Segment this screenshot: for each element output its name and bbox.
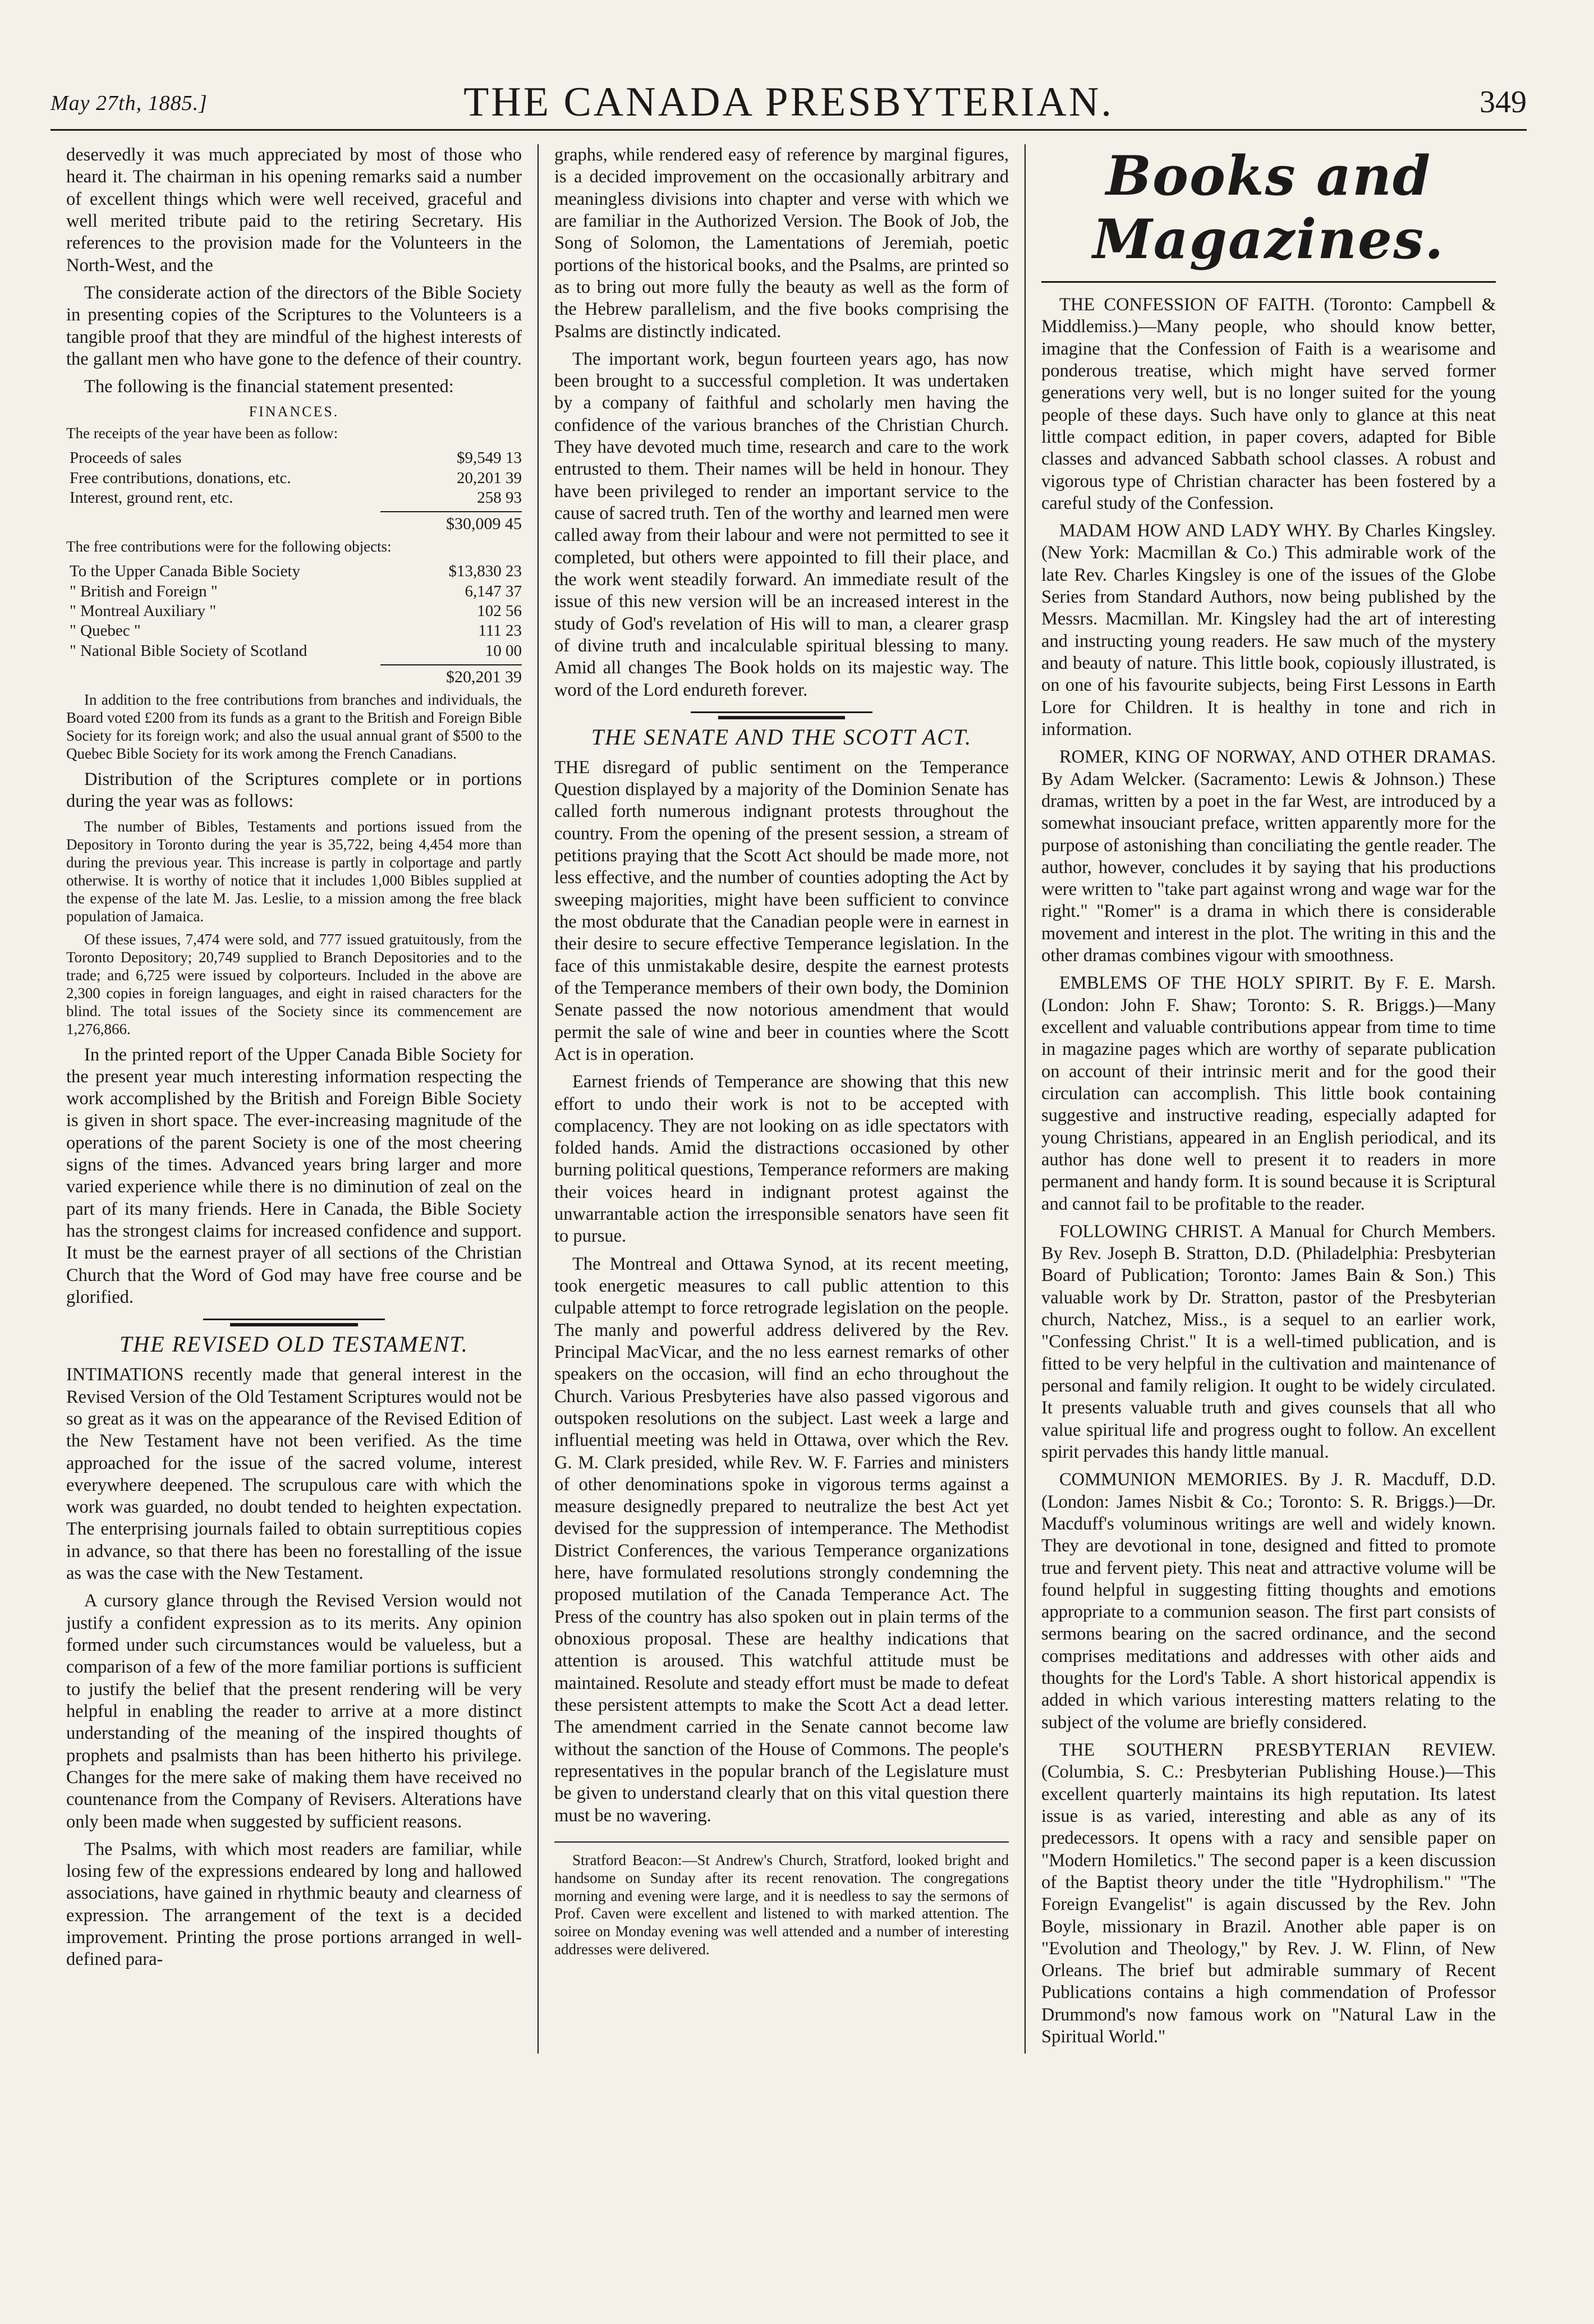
- paragraph: The following is the financial statement presented:: [84, 376, 454, 397]
- page-number: 349: [1480, 85, 1527, 120]
- paragraph: The considerate action of the directors of the Bible Society in presenting copies of the Scriptures to the Volunteers is a tangible proof that they are mindful of the highest interests of the gallant men who have gone to the defence of their country.: [66, 282, 522, 369]
- review-paragraph: MADAM HOW AND LADY WHY. By Charles Kingsley. (New York: Macmillan & Co.) This admirable work of the late Rev. Charles Kingsley is one of the issues of the Globe Series from Standard Authors, now being published by the Messrs. Macmillan. Mr. Kingsley had the art of interesting and instructing young readers. He saw much of the mystery and beauty of nature. This little book, copiously illustrated, is on one of his favourite subjects, being First Lessons in Earth Lore for Children. It is healthy in tone and rich in information.: [1041, 521, 1496, 740]
- paragraph: A cursory glance through the Revised Version would not justify a confident expression as to its merits. Any opinion formed under such circumstances would be valueless, but a comparison of a few of the more familiar portions is sufficient to justify the belief that the present rendering will be very helpful in enabling the reader to arrive at a more distinct understanding of the meaning of the inspired thoughts of prophets and psalmists than has been hitherto his privilege. Changes for the mere sake of making them have received no countenance from the Company of Revisers. Alterations have only been made when suggested by sufficient reasons.: [66, 1591, 522, 1832]
- object-row: " National Bible Society of Scotland 10 00: [70, 641, 522, 660]
- column-1: [50, 144, 538, 2054]
- receipt-row: Interest, ground rent, etc. 258 93: [70, 489, 522, 507]
- objects-intro: The free contributions were for the following objects:: [66, 538, 392, 555]
- paragraph: Of these issues, 7,474 were sold, and 777 issued gratuitously, from the Toronto Depository; 20,749 supplied to Branch Depositories and to the trade; and 6,725 were issued by colporteurs. Included in the above are 2,300 copies in foreign languages, and eight in raised characters for the blind. The total issues of the Society since its commencement are 1,276,866.: [66, 931, 522, 1037]
- paragraph: The Psalms, with which most readers are familiar, while losing few of the expressions endeared by long and hallowed associations, have gained in rhythmic beauty and clearness of expression. The arrangement of the text is a decided improvement. Printing the prose portions arranged in well-defined para-: [66, 1839, 522, 1970]
- column-3: [1025, 144, 1512, 2054]
- review-paragraph: ROMER, KING OF NORWAY, AND OTHER DRAMAS. By Adam Welcker. (Sacramento: Lewis & Johnson.) These dramas, written by a poet in the far West, are introduced by a somewhat insouciant preface, written apparently more for the purpose of astonishing than conciliating the gentle reader. The author, however, concludes it by saying that his productions were written to "take part against wrong and wage war for the right." "Romer" is a drama in which there is considerable movement and interest in the plot. The writing in this and the other dramas combines vigour with smoothness.: [1041, 747, 1496, 966]
- object-row: " Quebec " 111 23: [70, 622, 522, 640]
- object-row: " Montreal Auxiliary " 102 56: [70, 602, 522, 621]
- object-row: " British and Foreign " 6,147 37: [70, 582, 522, 600]
- review-paragraph: EMBLEMS OF THE HOLY SPIRIT. By F. E. Marsh. (London: John F. Shaw; Toronto: S. R. Briggs.)—Many excellent and valuable contributions appear from time to time in magazine pages which are worthy of separate publication on account of their intrinsic merit and for the good their circulation can accomplish. This little book containing suggestive and instructive reading, especially adapted for young Christians, appeared in an English periodical, and its author has done well to present it to readers in more permanent and handy form. It is sound because it is Scriptural and cannot fail to be profitable to the reader.: [1041, 973, 1496, 1214]
- paragraph: Earnest friends of Temperance are showing that this new effort to undo their work is not to be accepted with complacency. They are not looking on as idle spectators with folded hands. Amid the distractions occasioned by other burning political questions, Temperance reformers are making their voices heard in indignant protest against the unwarrantable action the irresponsible senators have seen fit to pursue.: [554, 1072, 1009, 1247]
- paragraph: The important work, begun fourteen years ago, has now been brought to a successful completion. It was undertaken by a company of faithful and scholarly men having the confidence of the various branches of the Christian Church. They have devoted much time, research and care to the work entrusted to them. Their names will be held in honour. They have been privileged to render an important service to the cause of sacred truth. Ten of the worthy and learned men were called away from their labour and were not permitted to see it completed, but others were appointed to fill their place, and the work went steadily forward. An immediate result of the issue of this new version will be an increased interest in the study of God's revelation of His will to man, a clearer grasp of divine truth and incalculable spiritual blessing to many. Amid all changes The Book holds on its majestic way. The word of the Lord endureth forever.: [554, 348, 1009, 700]
- review-paragraph: COMMUNION MEMORIES. By J. R. Macduff, D.D. (London: James Nisbit & Co.; Toronto: S. R. Briggs.)—Dr. Macduff's voluminous writings are well and widely known. They are devotional in tone, designed and fitted to promote true and fervent piety. This neat and attractive volume will be found helpful in suggesting fitting thoughts and emotions appropriate to a communion season. The first part consists of sermons bearing on the sacred ordinance, and the second comprises meditations and addresses with other aids and thoughts for the Lord's Table. A short historical appendix is added in which various interesting matters relating to the subject of the volume are briefly considered.: [1041, 1469, 1496, 1733]
- finances-heading: FINANCES.: [249, 403, 339, 420]
- review-paragraph: THE CONFESSION OF FAITH. (Toronto: Campbell & Middlemiss.)—Many people, who should know better, imagine that the Confession of Faith is a wearisome and ponderous treatise, which might have served former generations very well, but is no longer suited for the young people of these days. Such have only to glance at this neat little compact edition, in paper covers, adapted for Bible classes and advanced Sabbath school classes. A robust and vigorous type of Christian character has been fostered by a careful study of the Confession.: [1041, 295, 1496, 513]
- review-paragraph: THE SOUTHERN PRESBYTERIAN REVIEW. (Columbia, S. C.: Presbyterian Publishing House.)—This excellent quarterly maintains its high reputation. Its latest issue is as varied, interesting and able as any of its predecessors. It opens with a racy and sensible paper on "Modern Homiletics." The second paper is a keen discussion of the Baptist theory under the title "Hydrophilism." "The Foreign Evangelist" is again discussed by the Rev. John Boyle, missionary in Brazil. Another able paper is on "Evolution and Theology," by Rev. J. W. Flinn, of New Orleans. The brief but admirable summary of Recent Publications contains a high commendation of Professor Drummond's now famous work on "Natural Law in the Spiritual World.": [1041, 1740, 1496, 2047]
- section-title: THE SENATE AND THE SCOTT ACT.: [554, 711, 1009, 750]
- paragraph: graphs, while rendered easy of reference by marginal figures, is a decided improvement on the occasionally arbitrary and meaningless divisions into chapter and verse with which we are familiar in the Authorized Version. The Book of Job, the Song of Solomon, the Lamentations of Jeremiah, poetic portions of the historical books, and the Psalms, are printed so as to bring out more fully the beauty as well as the form of the Hebrew parallelism, and the five books comprising the Psalms are distinctly indicated.: [554, 145, 1009, 342]
- object-row: To the Upper Canada Bible Society $13,830 23: [70, 562, 522, 581]
- receipt-row: Proceeds of sales $9,549 13: [70, 449, 522, 467]
- objects-total: $20,201 39: [380, 664, 522, 687]
- issue-date: May 27th, 1885.]: [50, 91, 208, 115]
- paragraph: INTIMATIONS recently made that general interest in the Revised Version of the Old Testament Scriptures would not be so great as it was on the appearance of the Revised Edition of the New Testament have not been verified. As the time approached for the issue of the sacred volume, interest everywhere deepened. The scrupulous care with which the work was guarded, no doubt tended to heighten expectation. The enterprising journals failed to obtain surreptitious copies in advance, so that there has been no forestalling of the issue as was the case with the New Testament.: [66, 1365, 522, 1584]
- paragraph: In addition to the free contributions from branches and individuals, the Board voted £200 from its funds as a grant to the British and Foreign Bible Society for its foreign work; and also the usual annual grant of $500 to the Quebec Bible Society for its work among the French Canadians.: [66, 691, 522, 762]
- receipts-total: $30,009 45: [380, 511, 522, 534]
- paragraph: THE disregard of public sentiment on the Temperance Question displayed by a majority of the Dominion Senate has called forth numerous indignant protests throughout the country. From the opening of the present session, a stream of petitions praying that the Scott Act should be made more, not less effective, and the number of counties adopting the Act by sweeping majorities, might have been sufficient to convince the most obdurate that the Canadian people were in earnest in their desire to secure effective Temperance legislation. In the face of this unmistakable desire, despite the earnest protests of the Temperance members of their own body, the Dominion Senate passed the now notorious amendment that would permit the sale of wine and beer in counties where the Scott Act is in operation.: [554, 757, 1009, 1064]
- newspaper-title: THE CANADA PRESBYTERIAN.: [463, 79, 1114, 125]
- review-paragraph: FOLLOWING CHRIST. A Manual for Church Members. By Rev. Joseph B. Stratton, D.D. (Philadelphia: Presbyterian Board of Publication; Toronto: James Bain & Son.) This valuable work by Dr. Stratton, pastor of the Presbyterian church, Natchez, Miss., is a sequel to an earlier work, "Confessing Christ." It is a well-timed publication, and is fitted to be very helpful in the cultivation and maintenance of personal and family religion. It ought to be widely circulated. It presents valuable truth and gives counsels that all who value spiritual life and progress ought to follow. An excellent spirit pervades this handy little manual.: [1041, 1221, 1496, 1462]
- divider: [1041, 281, 1496, 283]
- receipts-intro: The receipts of the year have been as follow:: [66, 425, 338, 442]
- news-notice: [554, 1841, 1009, 1959]
- column-2: [538, 144, 1025, 2054]
- paragraph: deservedly it was much appreciated by most of those who heard it. The chairman in his opening remarks said a number of excellent things which were well received, graceful and well merited tribute paid to the retiring Secretary. His references to the provision made for the Volunteers in the North-West, and the: [66, 145, 522, 275]
- books-heading: Books and Magazines.: [1092, 144, 1445, 271]
- paragraph: The Montreal and Ottawa Synod, at its recent meeting, took energetic measures to call public attention to this culpable attempt to force retrograde legislation on the people. The manly and powerful address delivered by the Rev. Principal MacVicar, and the no less earnest remarks of other speakers on the occasion, will find an echo throughout the Church. Various Presbyteries have also passed vigorous and outspoken resolutions on the subject. Last week a large and influential meeting was held in Ottawa, over which the Rev. G. M. Clark presided, while Rev. W. F. Farries and ministers of other denominations spoke in vigorous terms against a measure designedly prepared to neutralize the best Act yet devised for the suppression of intemperance. The Methodist District Conferences, the various Temperance organizations here, have formulated resolutions strongly condemning the proposed mutilation of the Canada Temperance Act. The Press of the country has also spoken out in plain terms of the obnoxious proposal. These are healthy indications that attention is aroused. This watchful attitude must be maintained. Resolute and steady effort must be made to defeat these persistent attempts to make the Scott Act a dead letter. The amendment carried in the Senate cannot become law without the sanction of the House of Commons. The people's representatives in the popular branch of the Legislature must be given to understand clearly that on this vital question there must be no wavering.: [554, 1253, 1009, 1826]
- paragraph: In the printed report of the Upper Canada Bible Society for the present year much interesting information respecting the work accomplished by the British and Foreign Bible Society is given in short space. The ever-increasing magnitude of the operations of the parent Society is one of the most cheering signs of the times. Advanced years bring larger and more varied experience while there is no diminution of zeal on the part of its many friends. Here in Canada, the Bible Society has the strongest claims for increased confidence and support. It must be the earnest prayer of all sections of the Christian Church that the Word of God may have free course and be glorified.: [66, 1044, 522, 1307]
- objects-table: [66, 562, 522, 661]
- paragraph: Stratford Beacon:—St Andrew's Church, Stratford, looked bright and handsome on Sunday after its recent renovation. The congregations morning and evening were large, and it is needless to say the sermons of Prof. Caven were excellent and listened to with marked attention. The soiree on Monday evening was well attended and a number of interesting addresses were delivered.: [554, 1851, 1009, 1958]
- paragraph: The number of Bibles, Testaments and portions issued from the Depository in Toronto during the year is 35,722, being 4,454 more than during the previous year. This increase is partly in colportage and partly otherwise. It is worthy of notice that it includes 1,000 Bibles supplied at the expense of the late M. Jas. Leslie, to a mission among the free black population of Jamaica.: [66, 818, 522, 925]
- section-title: THE REVISED OLD TESTAMENT.: [66, 1319, 522, 1357]
- paragraph: Distribution of the Scriptures complete or in portions during the year was as follows:: [66, 769, 522, 811]
- receipts-table: [66, 448, 522, 508]
- receipt-row: Free contributions, donations, etc. 20,201 39: [70, 469, 522, 487]
- masthead: [50, 79, 1527, 131]
